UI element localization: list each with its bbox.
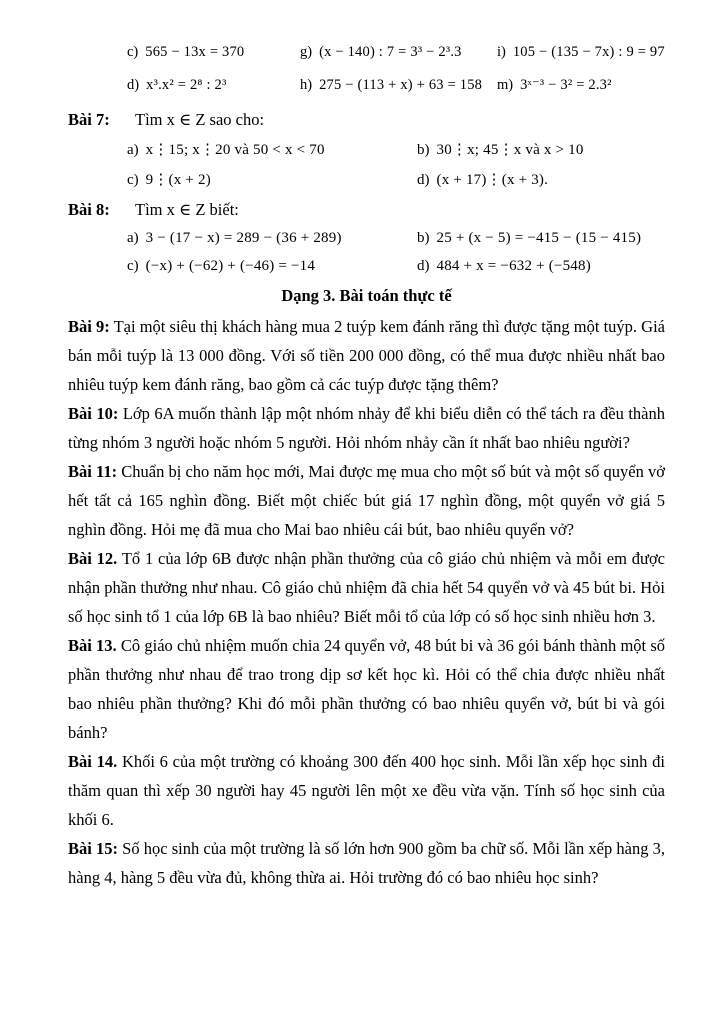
problem-label: Bài 11: [68, 462, 118, 481]
problem-label: Bài 7: [68, 110, 110, 129]
problem-text: Số học sinh của một trường là số lớn hơn 900 gồm ba chữ số. Mỗi lần xếp hàng 3, hàng 4, hàng 5 đều vừa đủ, không thừa ai. Hỏi trường đó có bao nhiêu học sinh? [68, 839, 666, 887]
item-formula: x⋮15; x⋮20 và 50 < x < 70 [145, 142, 325, 158]
equation-label: m) [497, 77, 514, 93]
word-problem [68, 457, 665, 544]
equation-item [300, 77, 497, 94]
equation-formula: 105 − (135 − 7x) : 9 = 97 [512, 44, 665, 60]
item-formula: 9⋮(x + 2) [145, 172, 211, 188]
equation-label: h) [300, 77, 313, 93]
problem-item [127, 230, 417, 247]
item-label: a) [127, 142, 139, 158]
item-label: d) [417, 172, 430, 188]
equation-formula: 3ˣ⁻³ − 3² = 2.3² [520, 77, 612, 93]
equation-formula: x³.x² = 2⁸ : 2³ [146, 77, 227, 93]
problem-items-row [68, 140, 665, 159]
equation-formula: 565 − 13x = 370 [145, 44, 245, 60]
word-problem [68, 312, 665, 399]
item-formula: (−x) + (−62) + (−46) = −14 [145, 258, 316, 274]
problem-intro: Tìm x ∈ Z biết: [135, 200, 239, 219]
problem-item [127, 140, 417, 159]
item-formula: 30⋮x; 45⋮x và x > 10 [436, 142, 584, 158]
section-heading: Dạng 3. Bài toán thực tế [281, 286, 452, 305]
problem-text: Tại một siêu thị khách hàng mua 2 tuýp kem đánh răng thì được tặng một tuýp. Giá bán mỗi tuýp là 13 000 đồng. Với số tiền 200 000 đồng, có thể mua được nhiều nhất bao nhiêu tuýp kem đánh răng, bao gồm cả các tuýp được tặng thêm? [68, 317, 666, 394]
item-formula: 484 + x = −632 + (−548) [436, 258, 591, 274]
problem-heading [68, 200, 665, 220]
word-problem [68, 834, 665, 892]
problem-text: Tổ 1 của lớp 6B được nhận phần thưởng của cô giáo chủ nhiệm và mỗi em được nhận phần thưởng như nhau. Cô giáo chủ nhiệm đã chia hết 54 quyển vở và 45 bút bi. Hỏi số học sinh tổ 1 của lớp 6B là bao nhiêu? Biết mỗi tổ của lớp có số học sinh nhiều hơn 3. [68, 549, 666, 626]
problem-label: Bài 9: [68, 317, 110, 336]
problem-text: Khối 6 của một trường có khoảng 300 đến 400 học sinh. Mỗi lần xếp học sinh đi thăm quan thì xếp 30 người hay 45 người lên một xe đều vừa vặn. Tính số học sinh của khối 6. [68, 752, 666, 829]
problem-label: Bài 8: [68, 200, 110, 219]
problem-intro: Tìm x ∈ Z sao cho: [135, 110, 265, 129]
problem-items-row [68, 170, 665, 189]
problem-heading [68, 110, 665, 130]
equation-item [300, 44, 497, 61]
equation-item [127, 44, 300, 61]
item-label: a) [127, 230, 139, 246]
problem-label: Bài 14. [68, 752, 118, 771]
item-label: c) [127, 172, 139, 188]
problem-items-row [68, 258, 665, 275]
problem-8 [68, 200, 665, 275]
problem-item [127, 170, 417, 189]
problem-label: Bài 10: [68, 404, 119, 423]
item-label: c) [127, 258, 139, 274]
problem-text: Chuẩn bị cho năm học mới, Mai được mẹ mua cho một số bút và một số quyển vở hết tất cả 165 nghìn đồng. Biết một chiếc bút giá 17 nghìn đồng, một quyển vở giá 5 nghìn đồng. Hỏi mẹ đã mua cho Mai bao nhiêu cái bút, bao nhiêu quyển vở? [68, 462, 665, 539]
problem-item [417, 230, 641, 247]
item-formula: (x + 17)⋮(x + 3). [436, 172, 549, 188]
problem-item [417, 170, 548, 189]
equation-item [127, 77, 300, 94]
equation-item [497, 44, 665, 61]
equation-label: c) [127, 44, 139, 60]
equation-label: d) [127, 77, 140, 93]
word-problem [68, 747, 665, 834]
item-formula: 25 + (x − 5) = −415 − (15 − 415) [436, 230, 642, 246]
problem-text: Lớp 6A muốn thành lập một nhóm nhảy để khi biểu diễn có thể tách ra đều thành từng nhóm 3 người hoặc nhóm 5 người. Hỏi nhóm nhảy cần ít nhất bao nhiêu người? [68, 404, 665, 452]
word-problem [68, 631, 665, 747]
problem-text: Cô giáo chủ nhiệm muốn chia 24 quyển vở, 48 bút bi và 36 gói bánh thành một số phần thưởng như nhau để trao trong dịp sơ kết học kì. Hỏi có thể chia được nhiều nhất bao nhiêu phần thưởng? Khi đó mỗi phần thưởng có bao nhiêu quyển vở, bút bi và gói bánh? [68, 636, 666, 742]
equation-row [68, 77, 665, 94]
equation-label: i) [497, 44, 506, 60]
item-formula: 3 − (17 − x) = 289 − (36 + 289) [145, 230, 342, 246]
equation-formula: (x − 140) : 7 = 3³ − 2³.3 [319, 44, 462, 60]
equation-item [497, 77, 612, 94]
equation-formula: 275 − (113 + x) + 63 = 158 [319, 77, 483, 93]
word-problem [68, 399, 665, 457]
problem-item [127, 258, 417, 275]
problem-item [417, 140, 584, 159]
equation-label: g) [300, 44, 313, 60]
item-label: b) [417, 230, 430, 246]
problem-label: Bài 13. [68, 636, 117, 655]
problem-label: Bài 15: [68, 839, 118, 858]
problem-items-row [68, 230, 665, 247]
equation-row [68, 44, 665, 61]
problem-7 [68, 110, 665, 189]
item-label: b) [417, 142, 430, 158]
item-label: d) [417, 258, 430, 274]
problem-label: Bài 12. [68, 549, 118, 568]
word-problem [68, 544, 665, 631]
problem-item [417, 258, 591, 275]
